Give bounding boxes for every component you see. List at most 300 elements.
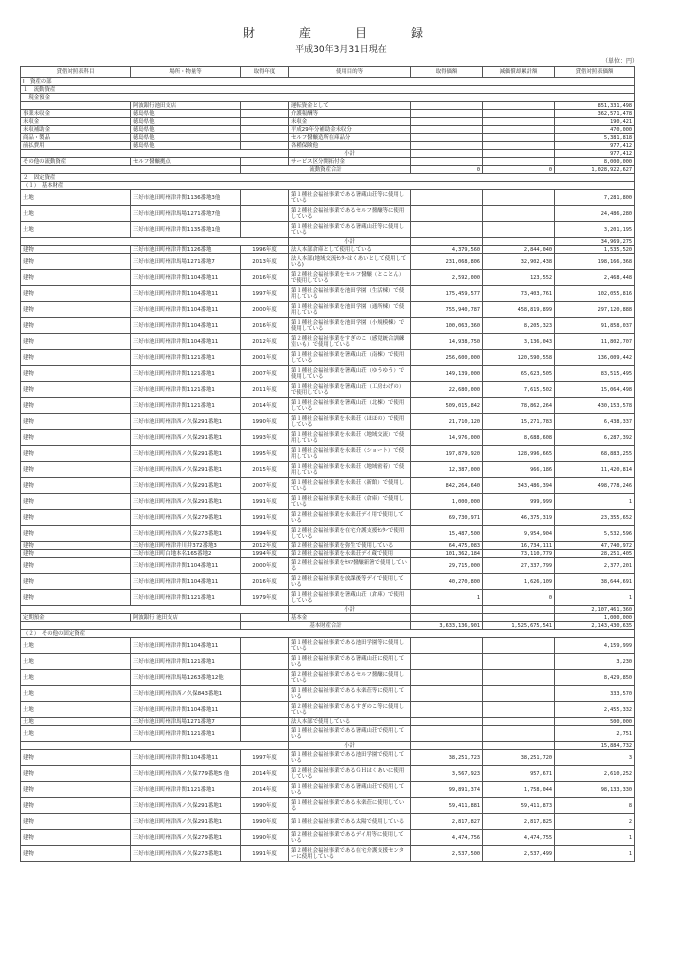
location: 三好市池田町州津井関1121番地1	[131, 654, 241, 670]
book-value: 83,515,495	[555, 366, 635, 382]
empty-cell	[411, 606, 483, 614]
purpose: 第２種社会福祉事業である在宅介護支援センターに使用している	[289, 846, 411, 862]
table-row	[21, 550, 635, 558]
acquisition-year: 1990年度	[241, 798, 289, 814]
accumulated-depreciation: 2,817,825	[483, 814, 555, 830]
acquisition-year: 2000年度	[241, 302, 289, 318]
purpose: 第２種社会福祉事業であるＧＨはくあいに使用している	[289, 766, 411, 782]
book-value: 297,120,888	[555, 302, 635, 318]
section-heading-row	[21, 182, 635, 190]
acquisition-year: 2014年度	[241, 782, 289, 798]
acquisition-year	[241, 638, 289, 654]
section-label: （１） 基本財産	[21, 182, 635, 190]
acquisition-cost: 4,474,756	[411, 830, 483, 846]
table-header-row	[21, 67, 635, 78]
account-item: 建物	[21, 382, 131, 398]
empty-cell	[411, 742, 483, 750]
accumulated-depreciation	[483, 142, 555, 150]
location: 三好市池田町州津西ノ久保273番地1	[131, 846, 241, 862]
section-heading-row	[21, 78, 635, 86]
book-value: 34,969,275	[555, 238, 635, 246]
accumulated-depreciation: 4,474,755	[483, 830, 555, 846]
subtotal-row	[21, 150, 635, 158]
purpose: 第１種社会福祉事業である永楽荘等に使用している	[289, 686, 411, 702]
location: 三好市池田町州津西ノ久保279番地1	[131, 830, 241, 846]
section-heading-row	[21, 630, 635, 638]
subtotal-label: 小計	[289, 238, 411, 246]
location: 三好市池田町州津西ノ久保291番地1	[131, 414, 241, 430]
empty-cell	[21, 166, 241, 174]
empty-cell	[21, 606, 289, 614]
purpose: 第２種社会福祉事業を弥生で使用している	[289, 542, 411, 550]
accumulated-depreciation: 78,862,264	[483, 398, 555, 414]
subtotal-label: 小計	[289, 742, 411, 750]
subtotal-row	[21, 742, 635, 750]
account-item: その他の流動資産	[21, 158, 131, 166]
acquisition-cost: 231,068,806	[411, 254, 483, 270]
empty-cell	[21, 150, 289, 158]
total-row	[21, 622, 635, 630]
purpose: 平成29年分補助金未収分	[289, 126, 411, 134]
column-header: 使用目的等	[289, 67, 411, 78]
acquisition-cost: 175,459,577	[411, 286, 483, 302]
accumulated-depreciation: 8,205,323	[483, 318, 555, 334]
table-row	[21, 398, 635, 414]
acquisition-cost: 2,817,827	[411, 814, 483, 830]
acquisition-cost	[411, 134, 483, 142]
table-row	[21, 222, 635, 238]
acquisition-cost	[411, 614, 483, 622]
location: 三好市池田町州津井関1136番地3他	[131, 190, 241, 206]
empty-cell	[411, 238, 483, 246]
acquisition-year: 1990年度	[241, 830, 289, 846]
accumulated-depreciation: 120,590,558	[483, 350, 555, 366]
accumulated-depreciation	[483, 654, 555, 670]
purpose: 第１種社会福祉事業である永楽荘に使用している	[289, 798, 411, 814]
table-row	[21, 478, 635, 494]
account-item: 土地	[21, 654, 131, 670]
purpose: 第１種社会福祉事業である箸蔵山荘等に使用している	[289, 190, 411, 206]
location: 三好市池田町州津井関1104番地11	[131, 750, 241, 766]
purpose: 第２種社会福祉事業を永楽荘デイ用で使用している	[289, 510, 411, 526]
acquisition-year: 2016年度	[241, 318, 289, 334]
accumulated-depreciation: 59,411,873	[483, 798, 555, 814]
book-value: 362,571,478	[555, 110, 635, 118]
location: 三好市池田町州津西ノ久保779番地5 他	[131, 766, 241, 782]
purpose: 第１種社会福祉事業を永楽荘（倉庫）で使用している	[289, 494, 411, 510]
account-item: 定期預金	[21, 614, 131, 622]
accumulated-depreciation	[483, 134, 555, 142]
acquisition-year: 2016年度	[241, 574, 289, 590]
account-item: 建物	[21, 510, 131, 526]
book-value: 24,486,280	[555, 206, 635, 222]
book-value: 2,751	[555, 726, 635, 742]
table-row	[21, 614, 635, 622]
accumulated-depreciation: 8,688,608	[483, 430, 555, 446]
location: 三好市池田町州津馬場1271番地7他	[131, 206, 241, 222]
purpose: 未収金	[289, 118, 411, 126]
table-row	[21, 846, 635, 862]
acquisition-cost: 101,362,184	[411, 550, 483, 558]
purpose: 基本金	[289, 614, 411, 622]
table-row	[21, 446, 635, 462]
acquisition-cost: 3,633,136,901	[411, 622, 483, 630]
purpose: 第２種社会福祉事業であるすぎのこ等に使用している	[289, 702, 411, 718]
location: 三好市池田町州津井川井372番地3	[131, 542, 241, 550]
column-header: 貸借対照表価額	[555, 67, 635, 78]
location: 三好市池田町州津井関1104番地11	[131, 638, 241, 654]
location: 三好市池田町州津馬場1263番地12他	[131, 670, 241, 686]
purpose: 第１種社会福祉事業である箸蔵山荘で使用している	[289, 726, 411, 742]
table-row	[21, 382, 635, 398]
acquisition-year	[241, 126, 289, 134]
location: 三好市池田町州津井関1104番地11	[131, 702, 241, 718]
account-item: 建物	[21, 254, 131, 270]
acquisition-cost	[411, 118, 483, 126]
acquisition-year	[241, 686, 289, 702]
purpose: 各種保険他	[289, 142, 411, 150]
location: 三好市池田町州津馬場1271番地7	[131, 718, 241, 726]
table-row	[21, 246, 635, 254]
location: 阿波銀行池田支店	[131, 102, 241, 110]
account-item: 土地	[21, 206, 131, 222]
table-row	[21, 766, 635, 782]
acquisition-cost: 2,537,500	[411, 846, 483, 862]
location: 三好市池田町州津井関1121番地1	[131, 382, 241, 398]
account-item: 土地	[21, 686, 131, 702]
acquisition-year: 2013年度	[241, 254, 289, 270]
account-item: 土地	[21, 702, 131, 718]
book-value: 498,778,246	[555, 478, 635, 494]
section-label: ２ 固定資産	[21, 174, 635, 182]
table-row	[21, 158, 635, 166]
document-title: 財 産 目 録	[242, 26, 439, 40]
acquisition-cost: 15,487,500	[411, 526, 483, 542]
section-heading-row	[21, 94, 635, 102]
book-value: 2,143,430,635	[555, 622, 635, 630]
table-row	[21, 110, 635, 118]
purpose: 第２種社会福祉事業を在宅介護支援ｾﾝﾀｰで使用している	[289, 526, 411, 542]
acquisition-year	[241, 614, 289, 622]
purpose: 法人本部倉庫として使用している	[289, 246, 411, 254]
account-item: 建物	[21, 366, 131, 382]
acquisition-year: 1991年度	[241, 494, 289, 510]
acquisition-cost	[411, 654, 483, 670]
accumulated-depreciation: 1,626,109	[483, 574, 555, 590]
acquisition-cost: 29,715,000	[411, 558, 483, 574]
account-item: 土地	[21, 190, 131, 206]
book-value: 2,468,448	[555, 270, 635, 286]
acquisition-cost	[411, 142, 483, 150]
accumulated-depreciation: 1,758,044	[483, 782, 555, 798]
acquisition-cost: 2,592,000	[411, 270, 483, 286]
table-body	[21, 78, 635, 862]
location: 三好市池田町州津井関1104番地11	[131, 318, 241, 334]
acquisition-cost: 4,379,560	[411, 246, 483, 254]
location: 徳島県他	[131, 142, 241, 150]
location: 三好市池田町州津西ノ久保291番地1	[131, 462, 241, 478]
location: 三好市池田町州津井関1104番地11	[131, 302, 241, 318]
acquisition-year: 1994年度	[241, 526, 289, 542]
location: 三好市池田町州津井関1104番地11	[131, 270, 241, 286]
purpose: 第２種社会福祉事業をセルフ醤醸（とことん）で使用している	[289, 270, 411, 286]
acquisition-year	[241, 158, 289, 166]
book-value: 977,412	[555, 150, 635, 158]
acquisition-cost: 1	[411, 590, 483, 606]
accumulated-depreciation: 16,734,111	[483, 542, 555, 550]
total-row	[21, 166, 635, 174]
accumulated-depreciation	[483, 726, 555, 742]
purpose: 運転資金として	[289, 102, 411, 110]
column-header: 減価償却累計額	[483, 67, 555, 78]
accumulated-depreciation	[483, 126, 555, 134]
accumulated-depreciation: 957,671	[483, 766, 555, 782]
table-row	[21, 654, 635, 670]
table-row	[21, 318, 635, 334]
table-row	[21, 134, 635, 142]
account-item: 建物	[21, 494, 131, 510]
account-item: 建物	[21, 798, 131, 814]
book-value: 1,000,000	[555, 614, 635, 622]
acquisition-cost: 21,710,120	[411, 414, 483, 430]
book-value: 5,381,818	[555, 134, 635, 142]
book-value: 91,858,037	[555, 318, 635, 334]
account-item: 土地	[21, 726, 131, 742]
purpose: 第２種社会福祉事業を永楽荘デイ蔵で使用	[289, 550, 411, 558]
book-value: 3,201,195	[555, 222, 635, 238]
acquisition-cost	[411, 670, 483, 686]
location: 三好市池田町州津井関1121番地1	[131, 398, 241, 414]
column-header: 場所・物量等	[131, 67, 241, 78]
book-value: 2,107,461,360	[555, 606, 635, 614]
account-item: 事業未収金	[21, 110, 131, 118]
table-row	[21, 494, 635, 510]
book-value: 11,802,707	[555, 334, 635, 350]
purpose: 第１種社会福祉事業を池田学園（通所棟）で使用している	[289, 302, 411, 318]
acquisition-year: 2015年度	[241, 462, 289, 478]
book-value: 8,429,850	[555, 670, 635, 686]
table-row	[21, 462, 635, 478]
accumulated-depreciation: 0	[483, 166, 555, 174]
acquisition-year	[241, 110, 289, 118]
acquisition-year: 1994年度	[241, 550, 289, 558]
book-value: 430,153,578	[555, 398, 635, 414]
section-label: Ⅰ 資産の部	[21, 78, 635, 86]
purpose: 第２種社会福祉事業をｾﾙﾌ醤醸新箸で使用している	[289, 558, 411, 574]
acquisition-year	[241, 222, 289, 238]
account-item: 建物	[21, 318, 131, 334]
purpose: 第１種社会福祉事業である池田学園等に使用している	[289, 638, 411, 654]
account-item: 商品・製品	[21, 134, 131, 142]
account-item: 建物	[21, 542, 131, 550]
acquisition-year	[241, 134, 289, 142]
acquisition-year	[241, 142, 289, 150]
book-value: 15,064,498	[555, 382, 635, 398]
location: 徳島県他	[131, 126, 241, 134]
location: 三好市池田町州津井関1126番地	[131, 246, 241, 254]
acquisition-year: 1997年度	[241, 750, 289, 766]
accumulated-depreciation: 15,271,783	[483, 414, 555, 430]
accumulated-depreciation: 3,136,043	[483, 334, 555, 350]
location: 徳島県他	[131, 118, 241, 126]
book-value: 2,377,201	[555, 558, 635, 574]
column-header: 貸借対照表科目	[21, 67, 131, 78]
section-heading-row	[21, 86, 635, 94]
purpose: 第１種社会福祉事業である箸蔵山荘に使用している	[289, 654, 411, 670]
accumulated-depreciation: 999,999	[483, 494, 555, 510]
table-row	[21, 334, 635, 350]
table-row	[21, 430, 635, 446]
accumulated-depreciation	[483, 206, 555, 222]
book-value: 1,535,520	[555, 246, 635, 254]
purpose: 第１種社会福祉事業を永楽荘（新館）で使用している	[289, 478, 411, 494]
acquisition-cost: 69,730,971	[411, 510, 483, 526]
table-row	[21, 574, 635, 590]
accumulated-depreciation: 128,996,665	[483, 446, 555, 462]
account-item: 土地	[21, 718, 131, 726]
location: 三好市池田町州津馬場1271番地7	[131, 254, 241, 270]
accumulated-depreciation: 27,337,799	[483, 558, 555, 574]
table-row	[21, 814, 635, 830]
acquisition-cost: 1,000,000	[411, 494, 483, 510]
book-value: 977,412	[555, 142, 635, 150]
acquisition-cost	[411, 718, 483, 726]
location: 三好市池田町州津西ノ久保843番地1	[131, 686, 241, 702]
table-row	[21, 414, 635, 430]
location: 三好市池田町州津井関1121番地1	[131, 782, 241, 798]
account-item: 未収金	[21, 118, 131, 126]
location: 三好市池田町州津西ノ久保291番地1	[131, 814, 241, 830]
column-header: 取得年度	[241, 67, 289, 78]
acquisition-cost: 509,015,842	[411, 398, 483, 414]
purpose: 第１種社会福祉事業を永楽荘（地域密着）で使用している	[289, 462, 411, 478]
account-item: 建物	[21, 814, 131, 830]
location: 三好市池田町州津井関1104番地11	[131, 558, 241, 574]
acquisition-year: 2011年度	[241, 382, 289, 398]
table-row	[21, 638, 635, 654]
account-item: 建物	[21, 414, 131, 430]
acquisition-cost: 197,879,920	[411, 446, 483, 462]
acquisition-cost	[411, 726, 483, 742]
acquisition-year: 2012年度	[241, 542, 289, 550]
accumulated-depreciation: 123,552	[483, 270, 555, 286]
total-label: 流動資産合計	[241, 166, 411, 174]
table-row	[21, 302, 635, 318]
table-row	[21, 118, 635, 126]
accumulated-depreciation: 73,403,761	[483, 286, 555, 302]
column-header: 取得価額	[411, 67, 483, 78]
accumulated-depreciation	[483, 118, 555, 126]
table-row	[21, 270, 635, 286]
book-value: 15,884,732	[555, 742, 635, 750]
location: セルフ醤醸拠点	[131, 158, 241, 166]
book-value: 102,055,816	[555, 286, 635, 302]
book-value: 2,610,252	[555, 766, 635, 782]
acquisition-cost: 64,475,083	[411, 542, 483, 550]
empty-cell	[483, 742, 555, 750]
purpose: 第１種社会福祉事業を箸蔵山荘（南棟）で使用している	[289, 350, 411, 366]
acquisition-year: 1993年度	[241, 430, 289, 446]
accumulated-depreciation: 7,615,502	[483, 382, 555, 398]
account-item: 建物	[21, 750, 131, 766]
book-value: 47,740,972	[555, 542, 635, 550]
empty-cell	[483, 150, 555, 158]
table-row	[21, 102, 635, 110]
table-row	[21, 510, 635, 526]
acquisition-cost	[411, 102, 483, 110]
purpose: 第２種社会福祉事業であるセルフ醤醸等に使用している	[289, 206, 411, 222]
accumulated-depreciation	[483, 686, 555, 702]
empty-cell	[411, 150, 483, 158]
accumulated-depreciation: 2,537,499	[483, 846, 555, 862]
book-value: 198,166,368	[555, 254, 635, 270]
account-item: 建物	[21, 270, 131, 286]
purpose: 第１種社会福祉事業である箸蔵山荘で使用している	[289, 782, 411, 798]
accumulated-depreciation: 32,902,438	[483, 254, 555, 270]
location: 三好市池田町州津西ノ久保291番地1	[131, 494, 241, 510]
acquisition-cost: 40,270,800	[411, 574, 483, 590]
acquisition-year: 2016年度	[241, 270, 289, 286]
location: 三好市池田町州津西ノ久保273番地1	[131, 526, 241, 542]
book-value: 190,421	[555, 118, 635, 126]
acquisition-year: 2001年度	[241, 350, 289, 366]
account-item: 土地	[21, 222, 131, 238]
purpose: 介護報酬等	[289, 110, 411, 118]
acquisition-cost: 59,411,881	[411, 798, 483, 814]
account-item: 土地	[21, 670, 131, 686]
purpose: 第１種社会福祉事業である箸蔵山荘等に使用している	[289, 222, 411, 238]
account-item: 建物	[21, 430, 131, 446]
accumulated-depreciation	[483, 718, 555, 726]
purpose: 第１種社会福祉事業である太陽で使用している	[289, 814, 411, 830]
acquisition-year	[241, 190, 289, 206]
book-value: 98,133,330	[555, 782, 635, 798]
section-label: （２） その他の固定資産	[21, 630, 635, 638]
location: 三好市池田町州津井関1121番地1	[131, 366, 241, 382]
empty-cell	[21, 622, 241, 630]
book-value: 4,159,999	[555, 638, 635, 654]
subtotal-label: 小計	[289, 150, 411, 158]
table-row	[21, 726, 635, 742]
accumulated-depreciation	[483, 702, 555, 718]
acquisition-cost	[411, 638, 483, 654]
acquisition-year: 2012年度	[241, 334, 289, 350]
book-value: 5,532,596	[555, 526, 635, 542]
accumulated-depreciation: 65,623,505	[483, 366, 555, 382]
table-row	[21, 526, 635, 542]
empty-cell	[483, 606, 555, 614]
acquisition-year: 1996年度	[241, 246, 289, 254]
location: 三好市池田町州津井関1121番地1	[131, 590, 241, 606]
acquisition-year: 2007年度	[241, 478, 289, 494]
acquisition-year: 1979年度	[241, 590, 289, 606]
account-item: 建物	[21, 350, 131, 366]
location: 三好市池田町州津西ノ久保291番地1	[131, 430, 241, 446]
accumulated-depreciation: 1,525,675,541	[483, 622, 555, 630]
purpose: 第１種社会福祉事業を箸蔵山荘（ゆうゆう）で使用している	[289, 366, 411, 382]
accumulated-depreciation: 2,844,040	[483, 246, 555, 254]
table-row	[21, 830, 635, 846]
section-label: 現金預金	[21, 94, 635, 102]
acquisition-year	[241, 654, 289, 670]
accumulated-depreciation: 966,186	[483, 462, 555, 478]
table-row	[21, 190, 635, 206]
acquisition-year: 1990年度	[241, 414, 289, 430]
acquisition-cost	[411, 702, 483, 718]
account-item: 建物	[21, 574, 131, 590]
accumulated-depreciation: 458,819,899	[483, 302, 555, 318]
subtotal-row	[21, 238, 635, 246]
